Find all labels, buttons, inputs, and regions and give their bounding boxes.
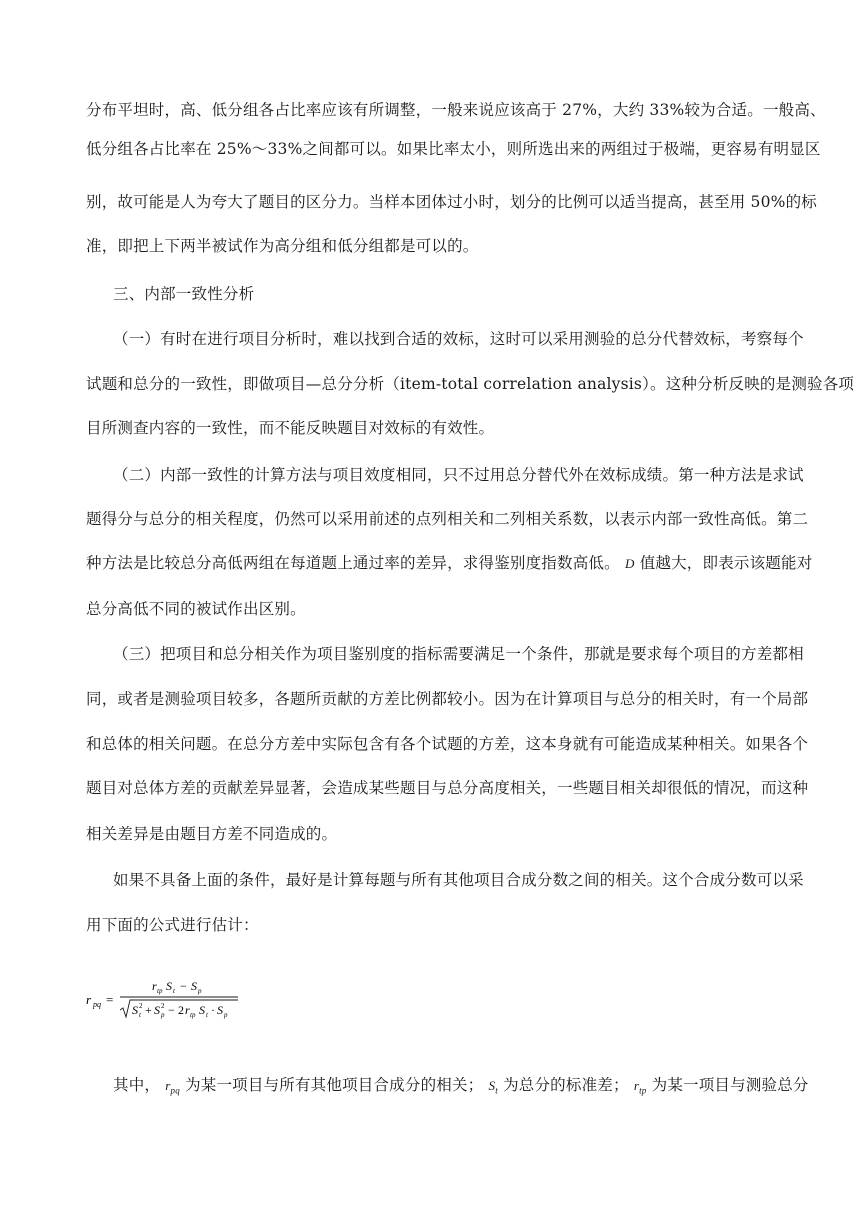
paragraph-6-line-1 [113, 1075, 813, 1101]
paragraph-4-line-1: （三）把项目和总分相关作为项目鉴别度的指标需要满足一个条件，那就是要求每个项目的方差都相 [113, 645, 804, 663]
formula-lhs: r [86, 992, 92, 1007]
paragraph-2-line-1: （一）有时在进行项目分析时，难以找到合适的效标，这时可以采用测验的总分代替效标，考察每个 [113, 330, 804, 348]
paragraph-4-line-4: 题目对总体方差的贡献差异显著，会造成某些题目与总分高度相关，一些题目相关却很低的情况，而这种 [86, 779, 809, 797]
paragraph-1-line-1: 分布平坦时，高、低分组各占比率应该有所调整，一般来说应该高于 27%，大约 33%较为合适。一般高、 [86, 101, 826, 119]
paragraph-6-text-3: 为某一项目与测验总分 [651, 1076, 809, 1094]
paragraph-1-line-2: 低分组各占比率在 25%～33%之间都可以。如果比率太小，则所选出来的两组过于极端，更容易有明显区 [86, 140, 821, 158]
paragraph-3-line-3-text: 种方法是比较总分高低两组在每道题上通过率的差异，求得鉴别度指数高低。 [86, 554, 620, 572]
svg-text:p: p [198, 987, 202, 995]
paragraph-3-line-4: 总分高低不同的被试作出区别。 [86, 600, 306, 618]
symbol-s-t-main: S [488, 1078, 496, 1093]
svg-text:r: r [185, 1003, 190, 1017]
svg-text:S: S [191, 979, 197, 993]
svg-text:p: p [161, 1011, 165, 1019]
svg-text:S: S [132, 1003, 138, 1017]
svg-text:2: 2 [161, 1002, 165, 1010]
svg-text:S: S [199, 1003, 205, 1017]
svg-text:tp: tp [190, 1011, 196, 1019]
paragraph-6-prefix: 其中， [113, 1076, 161, 1094]
paragraph-3-line-3-tail: 值越大，即表示该题能对 [639, 554, 813, 572]
svg-text:2: 2 [139, 1002, 143, 1010]
svg-text:−: − [180, 979, 187, 993]
symbol-r-pq-main: r [165, 1078, 171, 1093]
paragraph-5-line-2: 用下面的公式进行估计： [86, 916, 259, 934]
paragraph-4-line-5: 相关差异是由题目方差不同造成的。 [86, 825, 338, 843]
svg-text:S: S [217, 1003, 223, 1017]
svg-text:tp: tp [157, 987, 163, 995]
symbol-r-pq-sub: pq [170, 1085, 180, 1096]
svg-text:p: p [224, 1011, 228, 1019]
symbol-s-t-sub: t [495, 1085, 498, 1096]
paragraph-4-line-2: 同，或者是测验项目较多，各题所贡献的方差比例都较小。因为在计算项目与总分的相关时，有一个局部 [86, 690, 809, 708]
symbol-r-pq [165, 1078, 180, 1096]
paragraph-1-line-3: 别，故可能是人为夸大了题目的区分力。当样本团体过小时，划分的比例可以适当提高，甚至用 50%的标 [86, 193, 817, 211]
svg-text:S: S [166, 979, 172, 993]
correlation-formula [84, 970, 254, 1030]
svg-text:t: t [139, 1011, 141, 1019]
symbol-r-tp-main: r [633, 1078, 640, 1093]
paragraph-3-line-2: 题得分与总分的相关程度，仍然可以采用前述的点列相关和二列相关系数，以表示内部一致性高低。第二 [86, 510, 809, 528]
symbol-s-t [488, 1078, 498, 1096]
svg-text:2: 2 [178, 1003, 184, 1017]
paragraph-5-line-1: 如果不具备上面的条件，最好是计算每题与所有其他项目合成分数之间的相关。这个合成分数可以采 [113, 871, 804, 889]
svg-text:r: r [152, 979, 157, 993]
svg-text:S: S [154, 1003, 160, 1017]
paragraph-3-line-1: （二）内部一致性的计算方法与项目效度相同，只不过用总分替代外在效标成绩。第一种方法是求试 [113, 466, 804, 484]
svg-text:−: − [168, 1003, 175, 1017]
formula-lhs-sub: pq [93, 1000, 101, 1009]
paragraph-6-text-1: 为某一项目与所有其他项目合成分的相关； [185, 1076, 484, 1094]
paragraph-1-line-4: 准，即把上下两半被试作为高分组和低分组都是可以的。 [86, 237, 479, 255]
paragraph-2-line-2: 试题和总分的一致性，即做项目—总分分析（item-total correlation analysis）。这种分析反映的是测验各项 [86, 375, 855, 393]
paragraph-4-line-3: 和总体的相关问题。在总分方差中实际包含有各个试题的方差，这本身就有可能造成某种相关。如果各个 [86, 735, 809, 753]
symbol-d: D [624, 556, 635, 571]
svg-text:t: t [173, 987, 175, 995]
svg-text:+: + [145, 1003, 152, 1017]
symbol-r-tp-sub: tp [639, 1085, 647, 1096]
section-heading: 三、内部一致性分析 [113, 285, 255, 303]
paragraph-6-text-2: 为总分的标准差； [503, 1076, 629, 1094]
symbol-r-tp [633, 1078, 647, 1096]
formula-denominator [120, 1000, 238, 1019]
formula-numerator [152, 979, 202, 995]
svg-text:t: t [206, 1011, 208, 1019]
svg-text:·: · [211, 1003, 215, 1017]
formula-equals: = [106, 992, 114, 1007]
paragraph-3-line-3 [86, 553, 813, 574]
paragraph-2-line-3: 目所测查内容的一致性，而不能反映题目对效标的有效性。 [86, 419, 495, 437]
